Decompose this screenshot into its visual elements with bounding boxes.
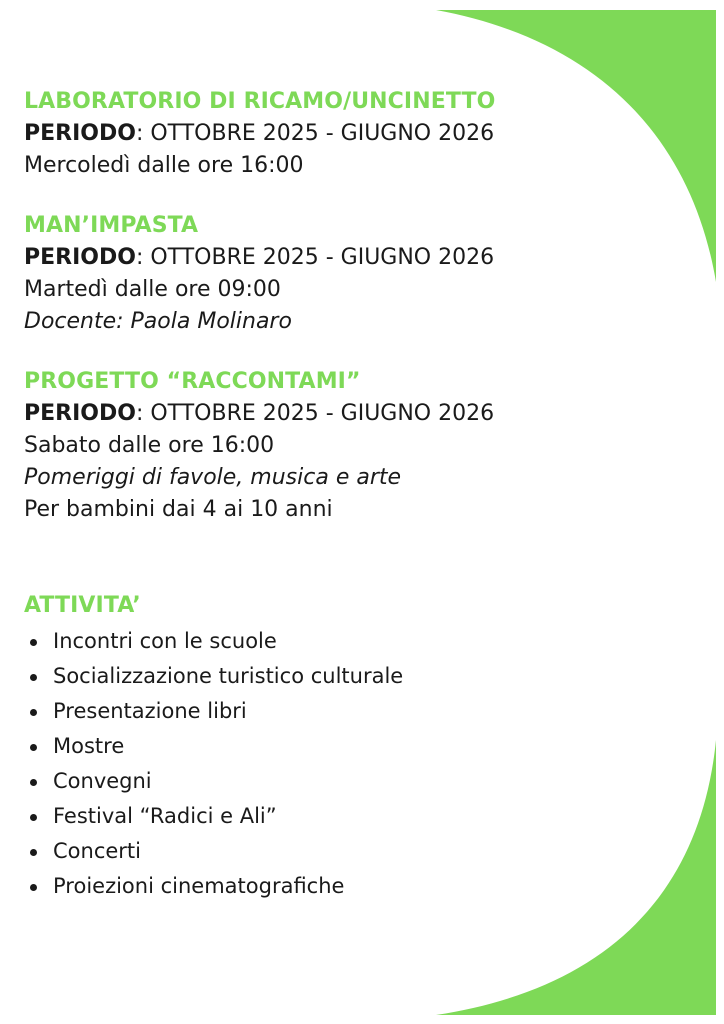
list-item: Incontri con le scuole <box>24 624 624 659</box>
section-spacer <box>24 554 624 590</box>
period-label: PERIODO <box>24 121 136 146</box>
list-item: Festival “Radici e Ali” <box>24 799 624 834</box>
period-line <box>24 398 624 430</box>
description-line: Pomeriggi di favole, musica e arte <box>24 465 402 490</box>
schedule-line: Sabato dalle ore 16:00 <box>24 433 275 458</box>
list-item: Concerti <box>24 834 624 869</box>
section-manimpasta <box>24 210 624 338</box>
period-label: PERIODO <box>24 245 136 270</box>
schedule-line: Mercoledì dalle ore 16:00 <box>24 153 304 178</box>
list-item: Socializzazione turistico culturale <box>24 659 624 694</box>
list-item: Presentazione libri <box>24 694 624 729</box>
section-activities <box>24 590 624 904</box>
main-content <box>24 86 624 932</box>
audience-line: Per bambini dai 4 ai 10 anni <box>24 497 333 522</box>
section-title: MAN’IMPASTA <box>24 213 199 238</box>
period-line <box>24 118 624 150</box>
section-title: LABORATORIO DI RICAMO/UNCINETTO <box>24 89 496 114</box>
schedule-line: Martedì dalle ore 09:00 <box>24 277 281 302</box>
section-raccontami <box>24 366 624 526</box>
teacher-line: Docente: Paola Molinaro <box>24 309 292 334</box>
section-ricamo <box>24 86 624 182</box>
list-item: Mostre <box>24 729 624 764</box>
period-value: : OTTOBRE 2025 - GIUGNO 2026 <box>135 401 495 426</box>
period-label: PERIODO <box>24 401 136 426</box>
period-line <box>24 242 624 274</box>
activities-list <box>24 624 624 904</box>
period-value: : OTTOBRE 2025 - GIUGNO 2026 <box>135 245 495 270</box>
section-title: PROGETTO “RACCONTAMI” <box>24 369 361 394</box>
period-value: : OTTOBRE 2025 - GIUGNO 2026 <box>135 121 495 146</box>
list-item: Convegni <box>24 764 624 799</box>
list-item: Proiezioni cinematografiche <box>24 869 624 904</box>
activities-title: ATTIVITA’ <box>24 593 141 618</box>
